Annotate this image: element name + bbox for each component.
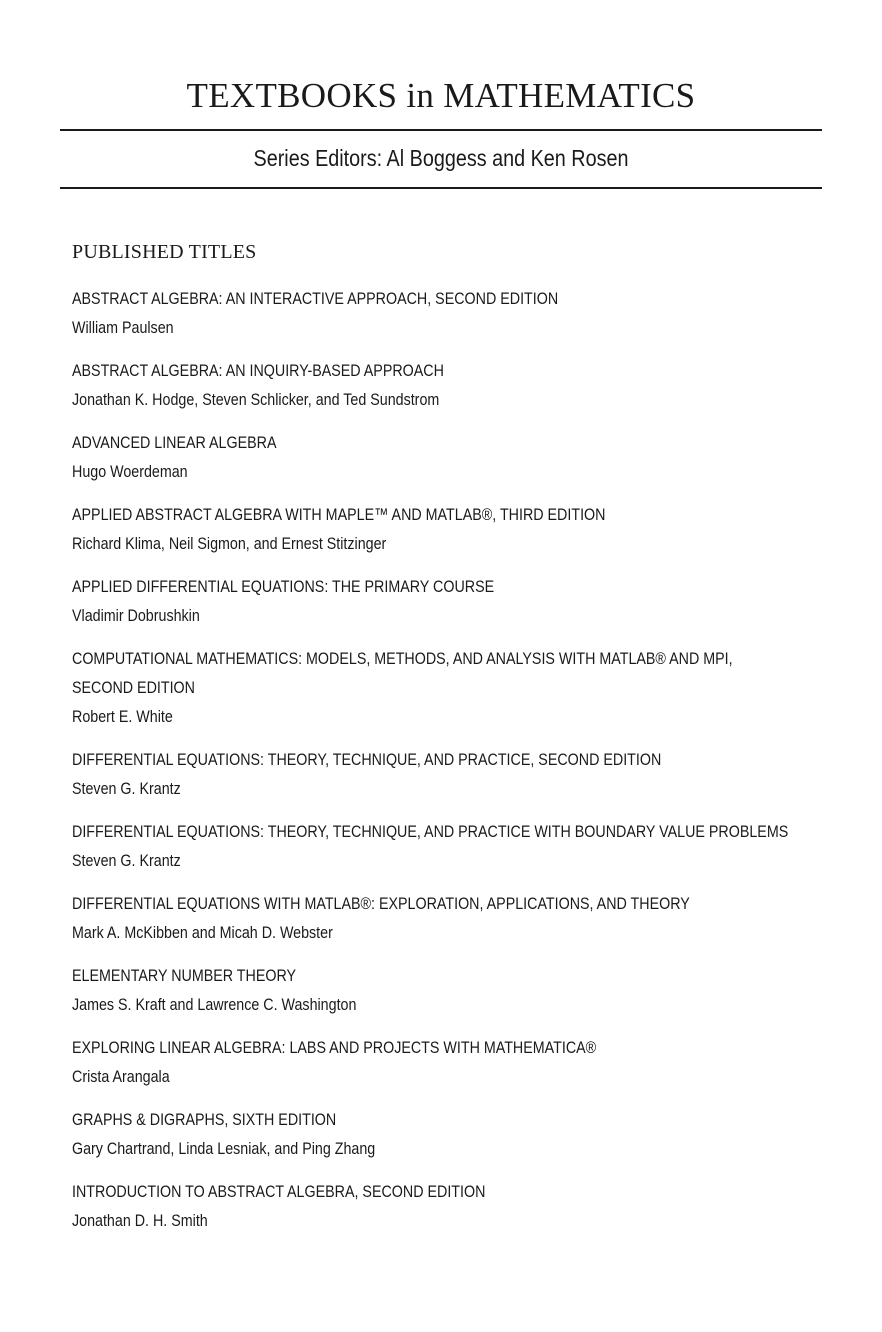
book-author: Robert E. White bbox=[72, 707, 173, 726]
top-rule bbox=[60, 129, 822, 131]
book-title: INTRODUCTION TO ABSTRACT ALGEBRA, SECOND EDITION bbox=[72, 1182, 486, 1201]
book-title: ABSTRACT ALGEBRA: AN INQUIRY-BASED APPROACH bbox=[72, 361, 444, 380]
book-author: William Paulsen bbox=[72, 318, 174, 337]
series-title: TEXTBOOKS in MATHEMATICS bbox=[186, 76, 696, 115]
book-title: GRAPHS & DIGRAPHS, SIXTH EDITION bbox=[72, 1110, 337, 1129]
list-item bbox=[72, 745, 832, 803]
published-titles-list bbox=[72, 284, 832, 1249]
book-author: Richard Klima, Neil Sigmon, and Ernest Stitzinger bbox=[72, 534, 387, 553]
book-author: Crista Arangala bbox=[72, 1067, 170, 1086]
book-author: Mark A. McKibben and Micah D. Webster bbox=[72, 923, 333, 942]
book-title: APPLIED DIFFERENTIAL EQUATIONS: THE PRIMARY COURSE bbox=[72, 577, 495, 596]
book-title-continued: SECOND EDITION bbox=[72, 678, 195, 697]
list-item bbox=[72, 284, 832, 342]
book-author: Jonathan D. H. Smith bbox=[72, 1211, 208, 1230]
book-author: Gary Chartrand, Linda Lesniak, and Ping Zhang bbox=[72, 1139, 376, 1158]
bottom-rule bbox=[60, 187, 822, 189]
list-item bbox=[72, 500, 832, 558]
list-item bbox=[72, 356, 832, 414]
book-author: Steven G. Krantz bbox=[72, 851, 181, 870]
book-title: ELEMENTARY NUMBER THEORY bbox=[72, 966, 297, 985]
book-author: Jonathan K. Hodge, Steven Schlicker, and Ted Sundstrom bbox=[72, 390, 440, 409]
book-title: APPLIED ABSTRACT ALGEBRA WITH MAPLE™ AND MATLAB®, THIRD EDITION bbox=[72, 505, 606, 524]
list-item bbox=[72, 1033, 832, 1091]
book-title: COMPUTATIONAL MATHEMATICS: MODELS, METHODS, AND ANALYSIS WITH MATLAB® AND MPI, bbox=[72, 649, 733, 668]
book-title: ADVANCED LINEAR ALGEBRA bbox=[72, 433, 277, 452]
list-item bbox=[72, 428, 832, 486]
book-title: DIFFERENTIAL EQUATIONS: THEORY, TECHNIQUE, AND PRACTICE WITH BOUNDARY VALUE PROBLEMS bbox=[72, 822, 789, 841]
book-title: EXPLORING LINEAR ALGEBRA: LABS AND PROJECTS WITH MATHEMATICA® bbox=[72, 1038, 597, 1057]
book-author: Vladimir Dobrushkin bbox=[72, 606, 200, 625]
list-item bbox=[72, 644, 832, 731]
book-title: ABSTRACT ALGEBRA: AN INTERACTIVE APPROACH, SECOND EDITION bbox=[72, 289, 559, 308]
list-item bbox=[72, 1105, 832, 1163]
book-title: DIFFERENTIAL EQUATIONS: THEORY, TECHNIQUE, AND PRACTICE, SECOND EDITION bbox=[72, 750, 662, 769]
list-item bbox=[72, 1177, 832, 1235]
book-author: James S. Kraft and Lawrence C. Washington bbox=[72, 995, 357, 1014]
list-item bbox=[72, 817, 832, 875]
list-item bbox=[72, 889, 832, 947]
list-item bbox=[72, 572, 832, 630]
book-title: DIFFERENTIAL EQUATIONS WITH MATLAB®: EXPLORATION, APPLICATIONS, AND THEORY bbox=[72, 894, 690, 913]
series-editors: Series Editors: Al Boggess and Ken Rosen bbox=[253, 145, 629, 171]
published-titles-heading: PUBLISHED TITLES bbox=[72, 241, 257, 263]
list-item bbox=[72, 961, 832, 1019]
book-author: Hugo Woerdeman bbox=[72, 462, 188, 481]
book-author: Steven G. Krantz bbox=[72, 779, 181, 798]
